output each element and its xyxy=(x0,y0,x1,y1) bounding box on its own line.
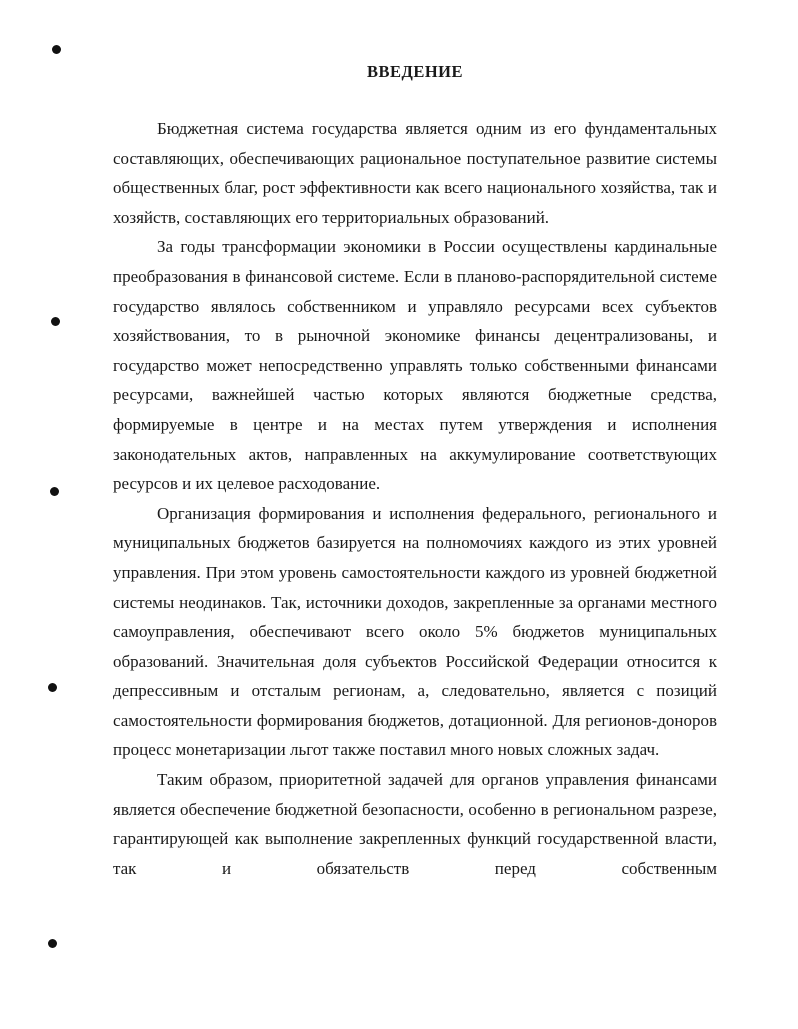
paragraph-2: За годы трансформации экономики в России осуществлены кардинальные преобразования в финансовой системе. Если в планово-распорядительной системе государство являлось собственником и управляло ресурсами всех субъектов хозяйствования, то в рыночной экономике финансы децентрализованы, и государство может непосредственно управлять только собственными финансами ресурсами, важнейшей частью которых являются бюджетные средства, формируемые в центре и на местах путем утверждения и исполнения законодательных актов, направленных на аккумулирование соответствующих ресурсов и их целевое расходование. xyxy=(113,237,717,494)
binding-hole-mark xyxy=(48,939,57,948)
document-body xyxy=(113,114,717,883)
binding-hole-mark xyxy=(48,683,57,692)
page-title: ВВЕДЕНИЕ xyxy=(366,62,464,81)
binding-hole-mark xyxy=(50,487,59,496)
paragraph-3: Организация формирования и исполнения федерального, регионального и муниципальных бюджетов базируется на полномочиях каждого из этих уровней управления. При этом уровень самостоятельности каждого из уровней бюджетной системы неодинаков. Так, источники доходов, закрепленные за органами местного самоуправления, обеспечивают всего около 5% бюджетов муниципальных образований. Значительная доля субъектов Российской Федерации относится к депрессивным и отсталым регионам, а, следовательно, является с позиций самостоятельности формирования бюджетов, дотационной. Для регионов-доноров процесс монетаризации льгот также поставил много новых сложных задач. xyxy=(113,503,717,760)
paragraph-1: Бюджетная система государства является одним из его фундаментальных составляющих, обеспечивающих рациональное поступательное развитие системы общественных благ, рост эффективности как всего национального хозяйства, так и хозяйств, составляющих его территориальных образований. xyxy=(113,119,717,227)
paragraph-4: Таким образом, приоритетной задачей для органов управления финансами является обеспечение бюджетной безопасности, особенно в региональном разрезе, гарантирующей как выполнение закрепленных функций государственной власти, так и обязательств перед собственным xyxy=(113,770,717,878)
binding-hole-mark xyxy=(51,317,60,326)
binding-hole-mark xyxy=(52,45,61,54)
